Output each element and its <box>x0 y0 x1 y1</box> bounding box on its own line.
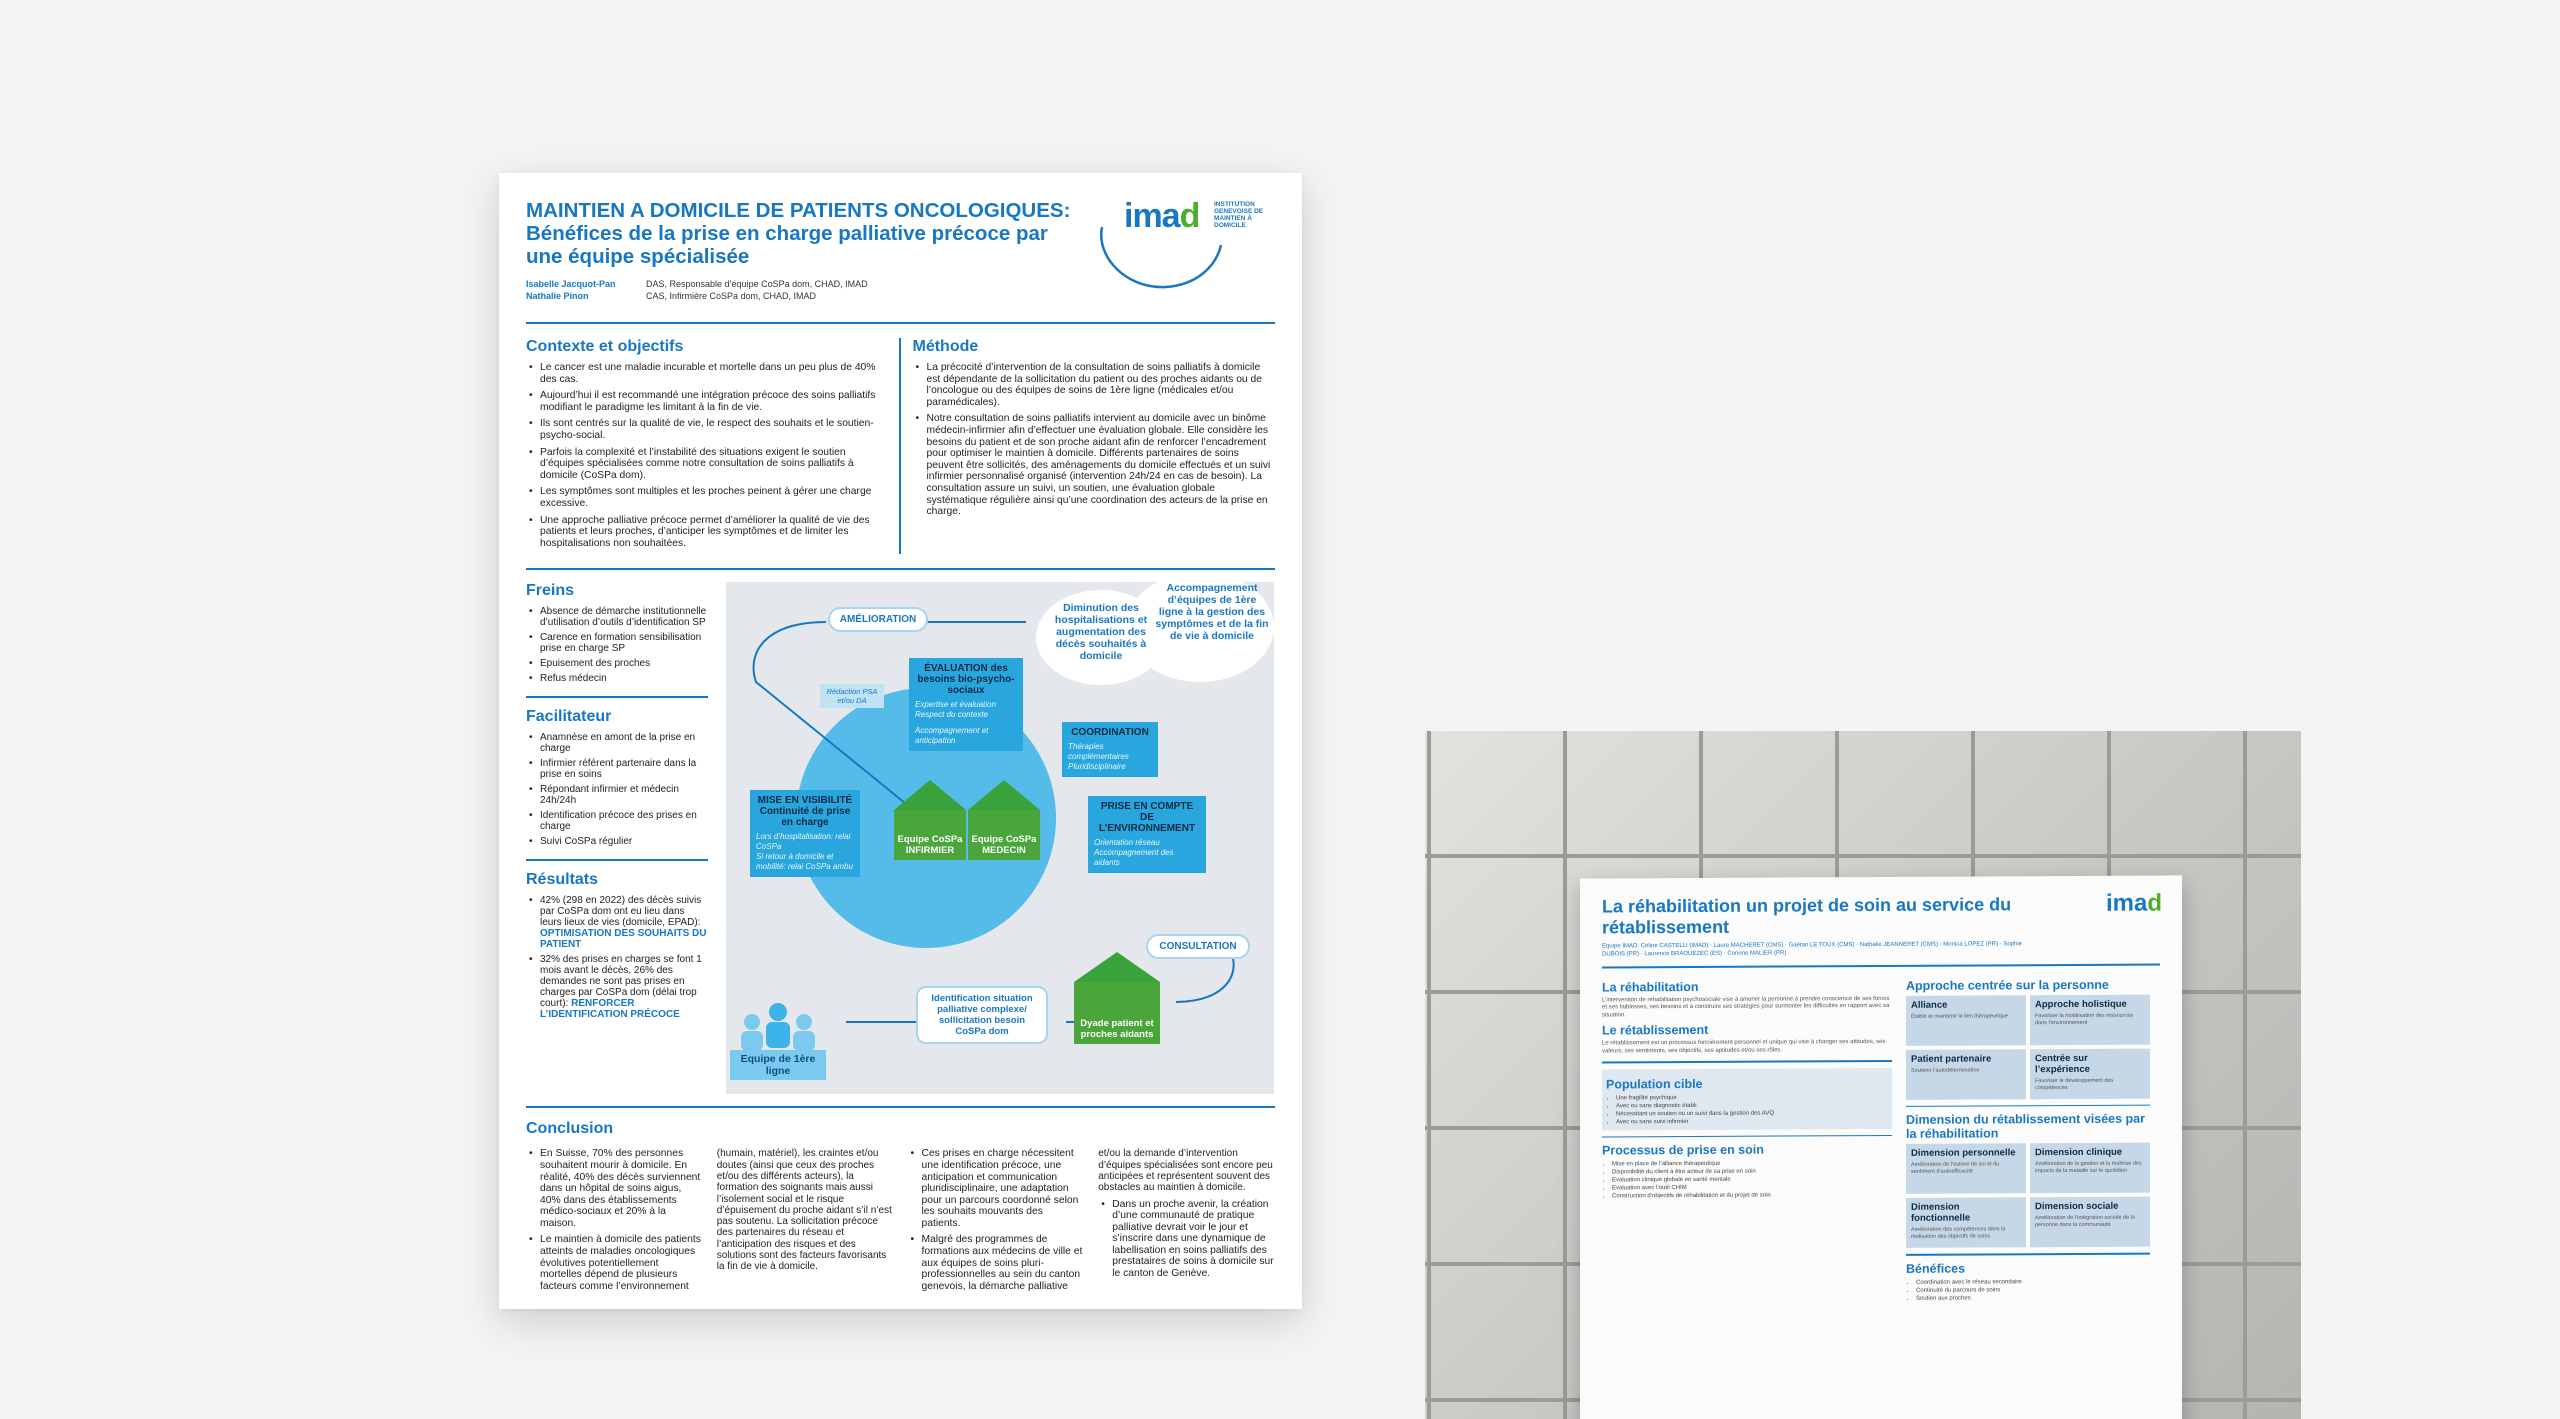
list-item: • Une approche palliative précoce permet d’améliorer la qualité de vie des patients et leurs proches, d’anticiper les symptômes et de limiter les hospitalisations non souhaitées. <box>526 515 881 550</box>
list-item: • Le maintien à domicile des patients atteints de maladies oncologiques évolutives potentiellement mortelles dépend de plusieurs facteurs comme l’environnement <box>526 1234 703 1292</box>
consultation-pill: CONSULTATION <box>1146 934 1250 959</box>
visibilite-box: MISE EN VISIBILITÉ Continuité de prise en charge Lors d’hospitalisation: relai CoSPa Si retour à domicile et mobilité: relai CoSPa ambu <box>750 790 860 877</box>
diminution-text: Diminution des hospitalisations et augmentation des décès souhaités à domicile <box>1054 602 1148 663</box>
grid-cell: Dimension fonctionnelle Amélioration des compétences dans la réalisation des objectifs de soins <box>1906 1197 2026 1248</box>
section-heading: Contexte et objectifs <box>526 338 684 355</box>
list-item: • Parfois la complexité et l’instabilité des situations exigent le soutien d’équipes spécialisées comme notre consultation de soins palliatifs à domicile (CoSPa dom). <box>526 447 881 482</box>
people-icon <box>730 992 826 1052</box>
grid-cell: Dimension clinique Amélioration de la gestion et la maîtrise des impacts de la maladie sur le quotidien <box>2030 1143 2150 1194</box>
list-item: • Notre consultation de soins palliatifs intervient au domicile avec un binôme médecin-infirmier afin d’effectuer une évaluation globale. Elle considère les besoins du patient et de son proche aidant afin de renforcer l’encadrement pour optimiser le maintien à domicile. Différents partenaires de soins peuvent être sollicités, des aménagements du domicile effectués et un suivi infirmier personnalisé organisé (intervention 24h/24 en cas de besoin). La consultation assure un suivi, un soutien, une évaluation globale systématique régulière ainsi qu’une coordination des acteurs de la prise en charge. <box>913 413 1276 517</box>
section-heading: Le rétablissement <box>1602 1022 1709 1038</box>
identification-box: Identification situation palliative complexe/ sollicitation besoin CoSPa dom <box>916 986 1048 1044</box>
poster-title: MAINTIEN A DOMICILE DE PATIENTS ONCOLOGIQUES: Bénéfices de la prise en charge palliative précoce par une équipe spécialisée <box>526 199 1071 268</box>
section-heading: Bénéfices <box>1906 1261 1966 1276</box>
list-item: • Continuité du parcours de soins <box>1916 1285 2150 1294</box>
list-item: • Anamnèse en amont de la prise en charge <box>526 732 708 754</box>
list-item: • Disponibilité du client à être acteur de sa prise en soin <box>1612 1167 1892 1176</box>
list-item: • 32% des prises en charges se font 1 mois avant le décès, 26% des demandes ne sont pas prises en charges par CoSPa dom (délai trop court): RENFORCER L’IDENTIFICATION PRÉCOCE <box>526 954 708 1020</box>
house-dyade-icon: Dyade patient et proches aidants <box>1074 952 1160 1044</box>
grid-cell: Centrée sur l’expérience Favoriser le développement des compétences <box>2030 1048 2150 1099</box>
section-heading: Dimension du rétablissement visées par la réhabilitation <box>1906 1111 2145 1141</box>
grid-cell: Alliance Établir et maintenir le lien thérapeutique <box>1906 995 2026 1046</box>
list-item: • Absence de démarche institutionnelle d’utilisation d’outils d’identification SP <box>526 606 708 628</box>
list-item: • Epuisement des proches <box>526 658 708 669</box>
amelioration-pill: AMÉLIORATION <box>828 607 928 632</box>
divider <box>1906 1104 2150 1107</box>
oncology-poster <box>499 173 1302 1309</box>
redaction-note: Rédaction PSA et/ou DA <box>820 684 884 708</box>
list-item: • En Suisse, 70% des personnes souhaitent mourir à domicile. En réalité, 40% des décès surviennent dans un hôpital de soins aigus, 40% dans des établissements médico-sociaux et 20% à la maison. <box>526 1148 703 1229</box>
list-item: • Suivi CoSPa régulier <box>526 836 708 847</box>
divider <box>526 568 1275 570</box>
author-role: CAS, Infirmière CoSPa dom, CHAD, IMAD <box>646 291 817 301</box>
environnement-box: PRISE EN COMPTE DE L’ENVIRONNEMENT Orientation réseau Accompagnement des aidants <box>1088 796 1206 873</box>
equipe-label: Equipe de 1ère ligne <box>730 1050 826 1080</box>
section-heading: Processus de prise en soin <box>1602 1142 1764 1158</box>
list-item: • Soutien aux proches <box>1916 1293 2150 1302</box>
list-item: • Evaluation avec l’outil CHIM <box>1612 1183 1892 1192</box>
section-heading: Freins <box>526 582 575 600</box>
section-text: L’intervention de réhabilitation psychosociale vise à amener la personne à prendre conscience de ses forces et ses faiblesses, ses besoins et à construire ses stratégies pour surmonter les difficultés en rapport avec sa situation. <box>1602 995 1890 1018</box>
logo-word: imad <box>1124 197 1200 235</box>
context-section <box>526 338 901 554</box>
imad-logo: imad <box>2105 889 2162 917</box>
evaluation-box: ÉVALUATION des besoins bio-psycho-sociaux Expertise et évaluation Respect du contexte Accompagnement et anticipation <box>909 658 1023 751</box>
equipe-group-icon <box>730 992 826 1082</box>
list-item: • Avec ou sans diagnostic établi <box>1616 1100 1888 1109</box>
section-heading: Facilitateur <box>526 708 612 726</box>
list-item: • Nécessitant un soutien ou un suivi dans la gestion des AVQ <box>1616 1108 1888 1117</box>
house-medecin-icon: Equipe CoSPa MEDECIN <box>968 780 1040 860</box>
facilitateur-section <box>526 708 708 861</box>
divider <box>1602 1134 1892 1137</box>
list-item: • Refus médecin <box>526 673 708 684</box>
divider <box>1906 1253 2150 1256</box>
coordination-box: COORDINATION Thérapies complémentaires Pluridisciplinaire <box>1062 722 1158 777</box>
care-diagram <box>726 582 1274 1094</box>
list-item: • Le cancer est une maladie incurable et mortelle dans un peu plus de 40% des cas. <box>526 362 881 385</box>
logo-subtitle: INSTITUTION GENEVOISE DE MAINTIEN À DOMICILE <box>1214 201 1264 229</box>
divider <box>1602 964 2160 968</box>
list-item: • 42% (298 en 2022) des décès suivis par CoSPa dom ont eu lieu dans leurs lieux de vies (domicile, EPAD): OPTIMISATION DES SOUHAITS DU PATIENT <box>526 895 708 950</box>
list-item: • Infirmier référent partenaire dans la prise en soins <box>526 758 708 780</box>
list-item: • Evaluation clinique globale en santé mentale <box>1612 1175 1892 1184</box>
section-heading: Conclusion <box>526 1120 614 1138</box>
list-item: • Construction d’objectifs de réhabilitation et du projet de soin <box>1612 1191 1892 1200</box>
author-name: Isabelle Jacquot-Pan <box>526 279 616 289</box>
method-section <box>901 338 1276 554</box>
divider <box>526 322 1275 324</box>
section-heading: Résultats <box>526 871 599 889</box>
imad-logo <box>1086 197 1276 297</box>
list-item: • Malgré des programmes de formations aux médecins de ville et aux équipes de soins pluri-professionnelles au sein du canton genevois, la démarche palliative <box>908 1234 1085 1292</box>
grid-cell: Approche holistique Favoriser la mobilisation des ressources dans l’environnement <box>2030 994 2150 1045</box>
tile-wall-photo <box>1425 731 2301 1419</box>
divider <box>526 1106 1275 1108</box>
list-item: • Ces prises en charge nécessitent une identification précoce, une anticipation et communication pluridisciplinaire, une adaptation pour un parcours coordonné selon les souhaits mouvants des patients. <box>908 1148 1085 1229</box>
conclusion-text: et/ou la demande d’intervention d’équipes spécialisées sont encore peu anticipées et représentent souvent des obstacles au maintien à domicile. <box>1098 1148 1273 1194</box>
section-heading: La réhabilitation <box>1602 979 1699 994</box>
conclusion-text: (humain, matériel), les craintes et/ou doutes (ainsi que ceux des proches et/ou des différents acteurs), la formation des soignants mais aussi l’isolement social et le risque d’épuisement du proche aidant s’il n’est pas soutenu. La sollicitation précoce des partenaires du réseau et l’anticipation des risques et des solutions sont des facteurs favorisants la fin de vie à domicile. <box>716 1148 892 1273</box>
list-item: • Une fragilité psychique <box>1616 1092 1888 1101</box>
poster-authors: Equipe IMAD: Céline CASTELLI (IMAD) · Laure MACHERET (CMS) · Gaëtan LE TOUX (CMS) · Nathalie JEANNERET (CMS) · Monica LOPEZ (PR) · Sophie DUBOIS (PR) · Laurence BRAOUEZEC (ES) · Corinne MALIER (PR) <box>1602 941 2022 958</box>
list-item: • Les symptômes sont multiples et les proches peinent à gérer une charge excessive. <box>526 486 881 509</box>
list-item: • Identification précoce des prises en charge <box>526 810 708 832</box>
dimension-grid <box>1906 1143 2150 1248</box>
list-item: • Aujourd’hui il est recommandé une intégration précoce des soins palliatifs modifiant le paradigme les limitant à la fin de vie. <box>526 390 881 413</box>
poster-title: La réhabilitation un projet de soin au service du rétablissement <box>1602 894 2012 938</box>
list-item: • Ils sont centrés sur la qualité de vie, le respect des souhaits et le soutien-psycho-social. <box>526 418 881 441</box>
list-item: • Coordination avec le réseau secondaire <box>1916 1277 2150 1286</box>
accompagnement-text: Accompagnement d’équipes de 1ère ligne à la gestion des symptômes et de la fin de vie à domicile <box>1155 582 1269 643</box>
freins-section <box>526 582 708 698</box>
population-box <box>1602 1067 1892 1130</box>
section-heading: Population cible <box>1606 1076 1703 1091</box>
grid-cell: Dimension personnelle Amélioration de l’estime de soi et du sentiment d’autoefficacité <box>1906 1143 2026 1194</box>
author-role: DAS, Responsable d’équipe CoSPa dom, CHAD, IMAD <box>646 279 868 289</box>
grid-cell: Dimension sociale Amélioration de l’intégration sociale de la personne dans la communauté <box>2030 1197 2150 1248</box>
list-item: • Répondant infirmier et médecin 24h/24h <box>526 784 708 806</box>
resultats-section <box>526 871 708 1020</box>
list-item: • Dans un proche avenir, la création d’une communauté de pratique palliative devrait voir le jour et s’inscrire dans une dynamique de labellisation en soins palliatifs des prestataires de soins à domicile sur le canton de Genève. <box>1098 1199 1275 1280</box>
approche-grid <box>1906 994 2150 1099</box>
list-item: • Mise en place de l’alliance thérapeutique <box>1612 1159 1892 1168</box>
author-name: Nathalie Pinon <box>526 291 589 301</box>
list-item: • Carence en formation sensibilisation prise en charge SP <box>526 632 708 654</box>
house-infirmier-icon: Equipe CoSPa INFIRMIER <box>894 780 966 860</box>
conclusion-section <box>526 1148 1275 1297</box>
list-item: • Avec ou sans suivi infirmier <box>1616 1116 1888 1125</box>
section-text: Le rétablissement est un processus foncièrement personnel et unique qui vise à changer ses attitudes, ses valeurs, ses sentiments, ses objectifs, ses aptitudes et/ou ses rôles. <box>1602 1038 1886 1054</box>
section-heading: Approche centrée sur la personne <box>1906 977 2109 993</box>
divider <box>1602 1060 1892 1063</box>
rehab-poster <box>1580 875 2182 1419</box>
section-heading: Méthode <box>912 338 979 355</box>
grid-cell: Patient partenaire Soutenir l’autodétermination <box>1906 1049 2026 1100</box>
list-item: • La précocité d’intervention de la consultation de soins palliatifs à domicile est dépendante de la sollicitation du patient ou des proches aidants ou de l’oncologue ou des équipes de soins de 1ère ligne (médicales et/ou paramédicales). <box>913 362 1276 408</box>
